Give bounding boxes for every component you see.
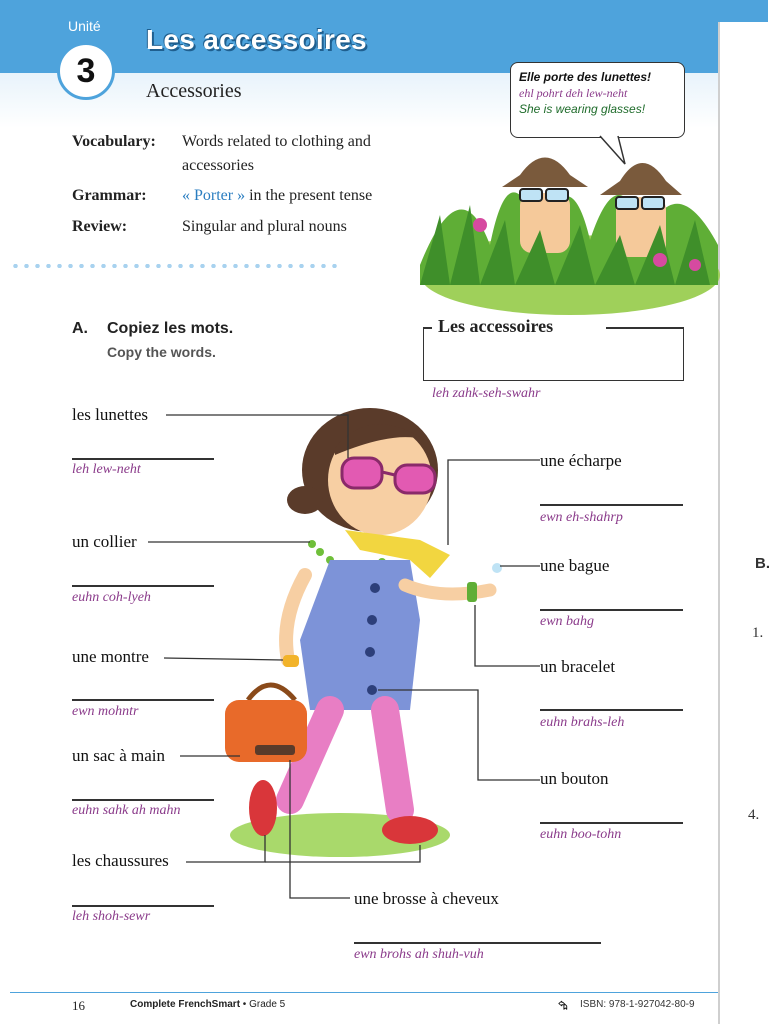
bubble-pronunciation: ehl pohrt deh lew-neht — [519, 86, 628, 100]
watch — [283, 655, 299, 667]
vocab-pronunciation: euhn sahk ah mahn — [72, 803, 181, 818]
vocab-word: un bracelet — [540, 657, 616, 676]
facing-section-letter: B. — [755, 555, 770, 572]
review-text: Singular and plural nouns — [182, 218, 347, 235]
vocab-pronunciation: euhn coh-lyeh — [72, 590, 151, 605]
answer-line[interactable] — [540, 709, 683, 711]
button — [367, 685, 377, 695]
bubble-english: She is wearing glasses! — [519, 102, 646, 116]
vocab-word: un collier — [72, 532, 137, 551]
vocab-pronunciation: ewn bahg — [540, 614, 595, 629]
page-title: Les accessoires — [146, 24, 367, 55]
grammar-rest: in the present tense — [245, 187, 373, 204]
answer-line[interactable] — [540, 822, 683, 824]
ring — [492, 563, 502, 573]
vocab-word: une bague — [540, 556, 610, 575]
vocabulary-label: Vocabulary: — [72, 133, 156, 150]
shoe — [249, 780, 277, 836]
hairbrush — [255, 745, 295, 755]
vocab-pronunciation: ewn eh-shahrp — [540, 510, 623, 525]
vocab-pronunciation: euhn boo-tohn — [540, 827, 622, 842]
book-grade: • Grade 5 — [240, 999, 286, 1010]
book-title — [130, 999, 285, 1010]
book-title-bold: Complete FrenchSmart — [130, 999, 241, 1010]
vocab-word: un bouton — [540, 769, 609, 788]
grammar-label: Grammar: — [72, 187, 147, 204]
vocab-pronunciation: ewn mohntr — [72, 704, 139, 719]
section-a-subtitle: Copy the words. — [107, 344, 216, 360]
section-a-letter: A. — [72, 320, 88, 337]
vocab-pronunciation: leh lew-neht — [72, 462, 141, 477]
answer-line[interactable] — [540, 504, 683, 506]
grammar-highlight: « Porter » — [182, 187, 246, 204]
shoe — [382, 816, 438, 844]
vocab-word: une écharpe — [540, 451, 622, 470]
section-a-title: Copiez les mots. — [107, 320, 234, 337]
vocab-pronunciation: leh shoh-sewr — [72, 909, 151, 924]
accessories-box-title: Les accessoires — [432, 316, 559, 337]
glasses — [342, 458, 382, 488]
facing-item-number: 4. — [748, 807, 760, 823]
vocab-word: les lunettes — [72, 405, 149, 424]
bracelet — [467, 582, 477, 602]
answer-line[interactable] — [72, 905, 214, 907]
answer-line[interactable] — [72, 799, 214, 801]
answer-line[interactable] — [72, 585, 214, 587]
page-subtitle: Accessories — [146, 80, 242, 102]
facing-item-number: 1. — [752, 625, 764, 641]
unit-number-badge: 3 — [57, 42, 115, 100]
isbn: ISBN: 978-1-927042-80-9 — [580, 999, 695, 1010]
publisher-logo-icon: ⮲ — [558, 998, 568, 1012]
accessories-pronunciation: leh zahk-seh-swahr — [432, 386, 541, 401]
vocab-pronunciation: euhn brahs-leh — [540, 715, 625, 730]
bubble-french: Elle porte des lunettes! — [519, 70, 652, 84]
footer-divider — [10, 992, 718, 993]
page-number: 16 — [72, 998, 85, 1013]
answer-line[interactable] — [354, 942, 601, 944]
vocab-word: une brosse à cheveux — [354, 889, 499, 908]
vocab-pronunciation: ewn brohs ah shuh-vuh — [354, 947, 484, 962]
unit-label: Unité — [68, 18, 101, 34]
vocab-word: un sac à main — [72, 746, 165, 765]
answer-line[interactable] — [72, 458, 214, 460]
vocab-word: une montre — [72, 647, 149, 666]
vocabulary-text: Words related to clothing and accessories — [182, 133, 371, 174]
answer-line[interactable] — [72, 699, 214, 701]
review-label: Review: — [72, 218, 128, 235]
vocab-word: les chaussures — [72, 851, 169, 870]
answer-line[interactable] — [540, 609, 683, 611]
